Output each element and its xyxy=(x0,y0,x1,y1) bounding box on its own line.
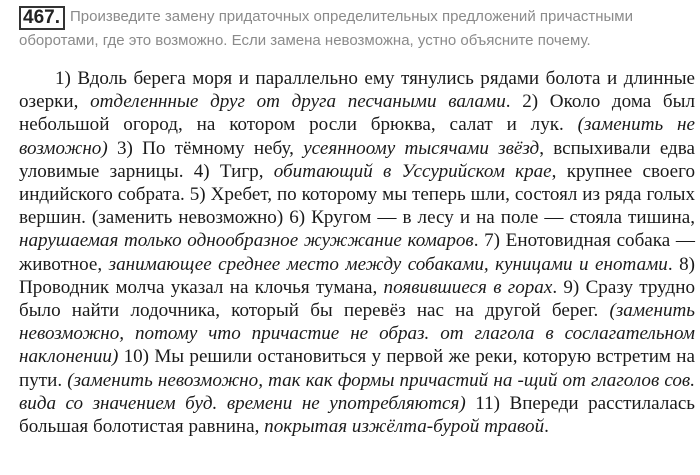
sentence-5-6: , крупнее своего индийского собрата. 5) Хребет, по которому мы теперь шли, состоял из ряда голых вершин. (заменить невозможно) 6) Кругом — в лесу и на поле — стояла тишина, xyxy=(19,160,696,229)
sentence-2: . 2) Около дома был небольшой огород, на котором росли брюква, салат и лук. xyxy=(19,91,695,136)
sentence-10: 10) Мы решили остановиться у первой же реки, которую встретим на пути. xyxy=(19,346,695,391)
participle-phrase-11: покрытая изжёлта-бурой травой xyxy=(264,416,545,438)
participle-phrase-7: занимающее среднее место между собаками, куницами и енотами xyxy=(108,253,668,275)
participle-phrase-1: отделеннные друг от друга песчаными валами xyxy=(90,91,506,113)
participle-phrase-6: нарушаемая только однообразное жужжание комаров xyxy=(19,230,474,252)
sentence-1: 1) Вдоль берега моря и параллельно ему тянулись рядами болота и длинные озерки, xyxy=(19,68,695,113)
sentence-11: 11) Впереди расстилалась большая болотистая равнина, xyxy=(19,392,696,438)
sentence-3: 3) По тёмному небу, xyxy=(107,137,304,159)
note-sentence-9: (заменить невозможно, потому что причастие не образ. от глагола в сослагательном наклонении) xyxy=(19,300,695,368)
note-sentence-10: (заменить невозможно, так как формы причастий на -щий от глаголов сов. вида со значением буд. времени не употребляются) xyxy=(19,369,695,414)
sentence-9: . 9) Сразу трудно было найти лодочника, который бы перевёз нас на другой берег. xyxy=(19,276,695,322)
sentence-11-end: . xyxy=(544,416,549,438)
participle-phrase-3: усеянноому тысячами звёзд xyxy=(303,137,540,159)
task-number: 467. xyxy=(19,6,65,30)
participle-phrase-8: появившиеся в горах xyxy=(383,276,553,298)
sentence-4: , вспыхивали едва уловимые зарницы. 4) Тигр, xyxy=(19,137,695,182)
task-instruction: Произведите замену придаточных определительных предложений причастными оборотами, где это возможно. Если замена невозможна, устно объясните почему. xyxy=(19,8,633,49)
exercise-text xyxy=(19,67,695,438)
participle-phrase-4: обитающий в Уссурийском крае xyxy=(273,160,552,182)
sentence-8: . 8) Проводник молча указал на клочья тумана, xyxy=(19,253,695,298)
sentence-7: . 7) Енотовидная собака — животное, xyxy=(19,230,695,275)
task-header xyxy=(19,6,695,51)
note-sentence-2: (заменить не возможно) xyxy=(19,114,696,159)
